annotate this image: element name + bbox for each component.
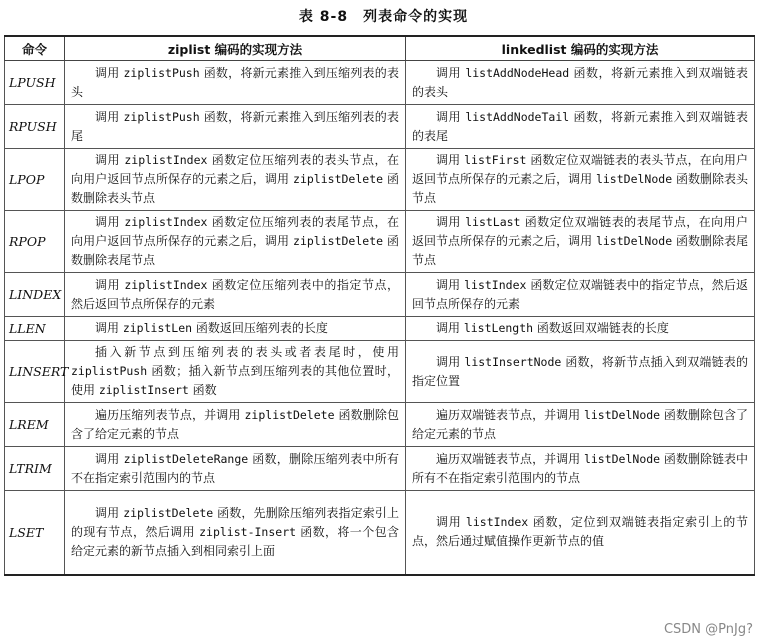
header-ziplist: ziplist 编码的实现方法 [65,36,406,61]
ziplist-cell: 调用 ziplistIndex 函数定位压缩列表的表头节点，在向用户返回节点所保存的元素之后，调用 ziplistDelete 函数删除表头节点 [65,149,406,211]
linkedlist-cell: 调用 listInsertNode 函数，将新节点插入到双端链表的指定位置 [406,341,755,403]
ziplist-cell: 调用 ziplistIndex 函数定位压缩列表中的指定节点，然后返回节点所保存的元素 [65,273,406,317]
ziplist-cell: 调用 ziplistDelete 函数，先删除压缩列表指定索引上的现有节点，然后调用 ziplist-Insert 函数，将一个包含给定元素的新节点插入到相同索引上面 [65,491,406,575]
table-row [5,273,755,317]
command-cell: LSET [5,491,65,575]
linkedlist-cell: 调用 listLast 函数定位双端链表的表尾节点，在向用户返回节点所保存的元素之后，调用 listDelNode 函数删除表尾节点 [406,211,755,273]
linkedlist-cell: 调用 listFirst 函数定位双端链表的表头节点，在向用户返回节点所保存的元素之后，调用 listDelNode 函数删除表头节点 [406,149,755,211]
header-row [5,36,755,61]
table-row [5,61,755,105]
linkedlist-cell: 调用 listIndex 函数，定位到双端链表指定索引上的节点，然后通过赋值操作更新节点的值 [406,491,755,575]
command-cell: LREM [5,403,65,447]
ziplist-cell: 插入新节点到压缩列表的表头或者表尾时，使用 ziplistPush 函数；插入新节点到压缩列表的其他位置时，使用 ziplistInsert 函数 [65,341,406,403]
command-cell: LTRIM [5,447,65,491]
ziplist-cell: 调用 ziplistPush 函数，将新元素推入到压缩列表的表尾 [65,105,406,149]
table-row [5,341,755,403]
ziplist-cell: 调用 ziplistDeleteRange 函数，删除压缩列表中所有不在指定索引范围内的节点 [65,447,406,491]
table-title: 表 8-8 列表命令的实现 [298,9,469,25]
command-cell: LINSERT [5,341,65,403]
table-row [5,211,755,273]
list-commands-table [4,35,755,576]
ziplist-cell: 调用 ziplistLen 函数返回压缩列表的长度 [65,317,406,341]
watermark: CSDN @PnJg? [663,622,753,637]
table-row [5,447,755,491]
header-linkedlist: linkedlist 编码的实现方法 [406,36,755,61]
linkedlist-cell: 调用 listAddNodeTail 函数，将新元素推入到双端链表的表尾 [406,105,755,149]
command-cell: LLEN [5,317,65,341]
linkedlist-cell: 遍历双端链表节点，并调用 listDelNode 函数删除链表中所有不在指定索引范围内的节点 [406,447,755,491]
table-row [5,105,755,149]
header-command: 命令 [5,36,65,61]
command-cell: LPOP [5,149,65,211]
command-cell: LINDEX [5,273,65,317]
command-cell: LPUSH [5,61,65,105]
linkedlist-cell: 调用 listLength 函数返回双端链表的长度 [406,317,755,341]
linkedlist-cell: 遍历双端链表节点，并调用 listDelNode 函数删除包含了给定元素的节点 [406,403,755,447]
table-row [5,317,755,341]
table-row [5,149,755,211]
ziplist-cell: 遍历压缩列表节点，并调用 ziplistDelete 函数删除包含了给定元素的节点 [65,403,406,447]
command-cell: RPUSH [5,105,65,149]
ziplist-cell: 调用 ziplistIndex 函数定位压缩列表的表尾节点，在向用户返回节点所保存的元素之后，调用 ziplistDelete 函数删除表尾节点 [65,211,406,273]
linkedlist-cell: 调用 listAddNodeHead 函数，将新元素推入到双端链表的表头 [406,61,755,105]
table-row [5,491,755,575]
linkedlist-cell: 调用 listIndex 函数定位双端链表中的指定节点，然后返回节点所保存的元素 [406,273,755,317]
ziplist-cell: 调用 ziplistPush 函数，将新元素推入到压缩列表的表头 [65,61,406,105]
table-row [5,403,755,447]
command-cell: RPOP [5,211,65,273]
